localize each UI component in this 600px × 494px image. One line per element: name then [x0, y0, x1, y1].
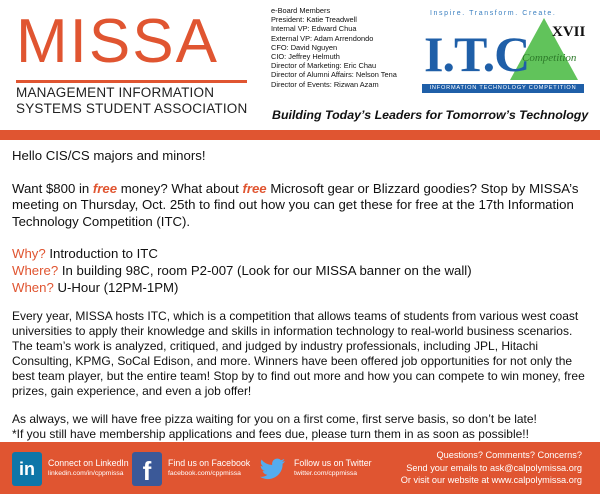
eboard-member: Director of Alumni Affairs: Nelson Tena: [271, 70, 397, 80]
itc-wordmark: I.T.C: [424, 26, 530, 82]
footer: [0, 442, 600, 494]
event-why: [12, 246, 592, 263]
linkedin-icon[interactable]: in: [12, 452, 42, 486]
contact-line-3[interactable]: Or visit our website at www.calpolymissa.org: [400, 475, 582, 486]
itc-logo: [418, 10, 588, 102]
twitter-icon[interactable]: [258, 452, 288, 486]
where-label: Where?: [12, 262, 59, 278]
free-emphasis: free: [242, 180, 267, 196]
itc-edition: XVII: [552, 24, 586, 40]
eboard-heading: e-Board Members: [271, 6, 331, 15]
missa-logo: [16, 7, 248, 117]
header: [0, 0, 600, 130]
event-where: [12, 263, 592, 280]
itc-script-text: Competition: [522, 52, 577, 64]
twitter-title: Follow us on Twitter: [294, 458, 372, 468]
eboard-member: Director of Marketing: Eric Chau: [271, 61, 377, 71]
logo-subtitle: [16, 80, 247, 117]
when-value: U-Hour (12PM-1PM): [53, 279, 179, 295]
intro-text: Want $800 in: [12, 180, 93, 196]
twitter-text: [294, 458, 372, 479]
why-value: Introduction to ITC: [45, 246, 158, 262]
top-divider: [0, 130, 600, 140]
contact-line-1: Questions? Comments? Concerns?: [436, 450, 582, 460]
eboard-list: [271, 6, 421, 89]
intro-text: money? What about: [117, 180, 243, 196]
eboard-member: CIO: Jeffrey Helmuth: [271, 52, 340, 62]
eboard-member: Internal VP: Edward Chua: [271, 24, 357, 34]
contact-line-2[interactable]: Send your emails to ask@calpolymissa.org: [406, 462, 582, 473]
linkedin-text: [48, 458, 129, 479]
linkedin-title: Connect on LinkedIn: [48, 458, 129, 468]
eboard-member: President: Katie Treadwell: [271, 15, 357, 25]
logo-subtitle-line-1: MANAGEMENT INFORMATION: [16, 85, 215, 100]
intro-paragraph: [12, 181, 592, 231]
membership-note: *If you still have membership applications and fees due, please turn them in as soon as possible!!: [12, 427, 529, 442]
tagline: Building Today’s Leaders for Tomorrow’s Technology: [272, 108, 589, 122]
free-emphasis: free: [92, 180, 118, 196]
logo-subtitle-line-2: SYSTEMS STUDENT ASSOCIATION: [16, 101, 248, 116]
eboard-member: Director of Events: Rizwan Azam: [271, 79, 379, 89]
event-when: [12, 280, 592, 297]
description-paragraph: Every year, MISSA hosts ITC, which is a competition that allows teams of students from various west coast universities to apply their knowledge and skills in information technology to real-world business scenarios. The team’s work is analyzed, critiqued, and judged by industry professionals, including JPL, Hitachi Consulting, KPMG, SoCal Edison, and more. Winners have been offered job opportunities for not only the best team player, but the entire team! Stop by to find out more and how you can compete to win money, free prizes, gain experience, and even a job offer!: [12, 309, 585, 399]
facebook-icon[interactable]: f: [132, 452, 162, 486]
itc-tagline: Inspire. Transform. Create.: [430, 10, 557, 17]
where-value: In building 98C, room P2-007 (Look for our MISSA banner on the wall): [58, 262, 472, 278]
when-label: When?: [12, 279, 54, 295]
why-label: Why?: [12, 246, 46, 262]
greeting: Hello CIS/CS majors and minors!: [12, 148, 206, 163]
linkedin-url[interactable]: linkedin.com/in/cppmissa: [48, 470, 124, 477]
eboard-member: External VP: Adam Arrendondo: [271, 33, 374, 43]
twitter-url[interactable]: twitter.com/cppmissa: [294, 470, 358, 477]
announcement-body: [12, 148, 592, 442]
facebook-title: Find us on Facebook: [168, 458, 251, 468]
logo-wordmark: MISSA: [16, 7, 219, 76]
contact-info: [401, 449, 582, 487]
eboard-member: CFO: David Nguyen: [271, 42, 338, 52]
intro-text: Microsoft gear or Blizzard goodies? Stop by MISSA’s meeting on Thursday, Oct. 25th to find out how you can get these for free at the 17th Information Technology Competition (ITC).: [12, 180, 579, 229]
facebook-text: [168, 458, 250, 479]
facebook-url[interactable]: facebook.com/cppmissa: [168, 470, 241, 477]
pizza-note: As always, we will have free pizza waiting for you on a first come, first serve basis, so don’t be late!: [12, 412, 537, 427]
itc-banner: INFORMATION TECHNOLOGY COMPETITION: [422, 84, 584, 93]
